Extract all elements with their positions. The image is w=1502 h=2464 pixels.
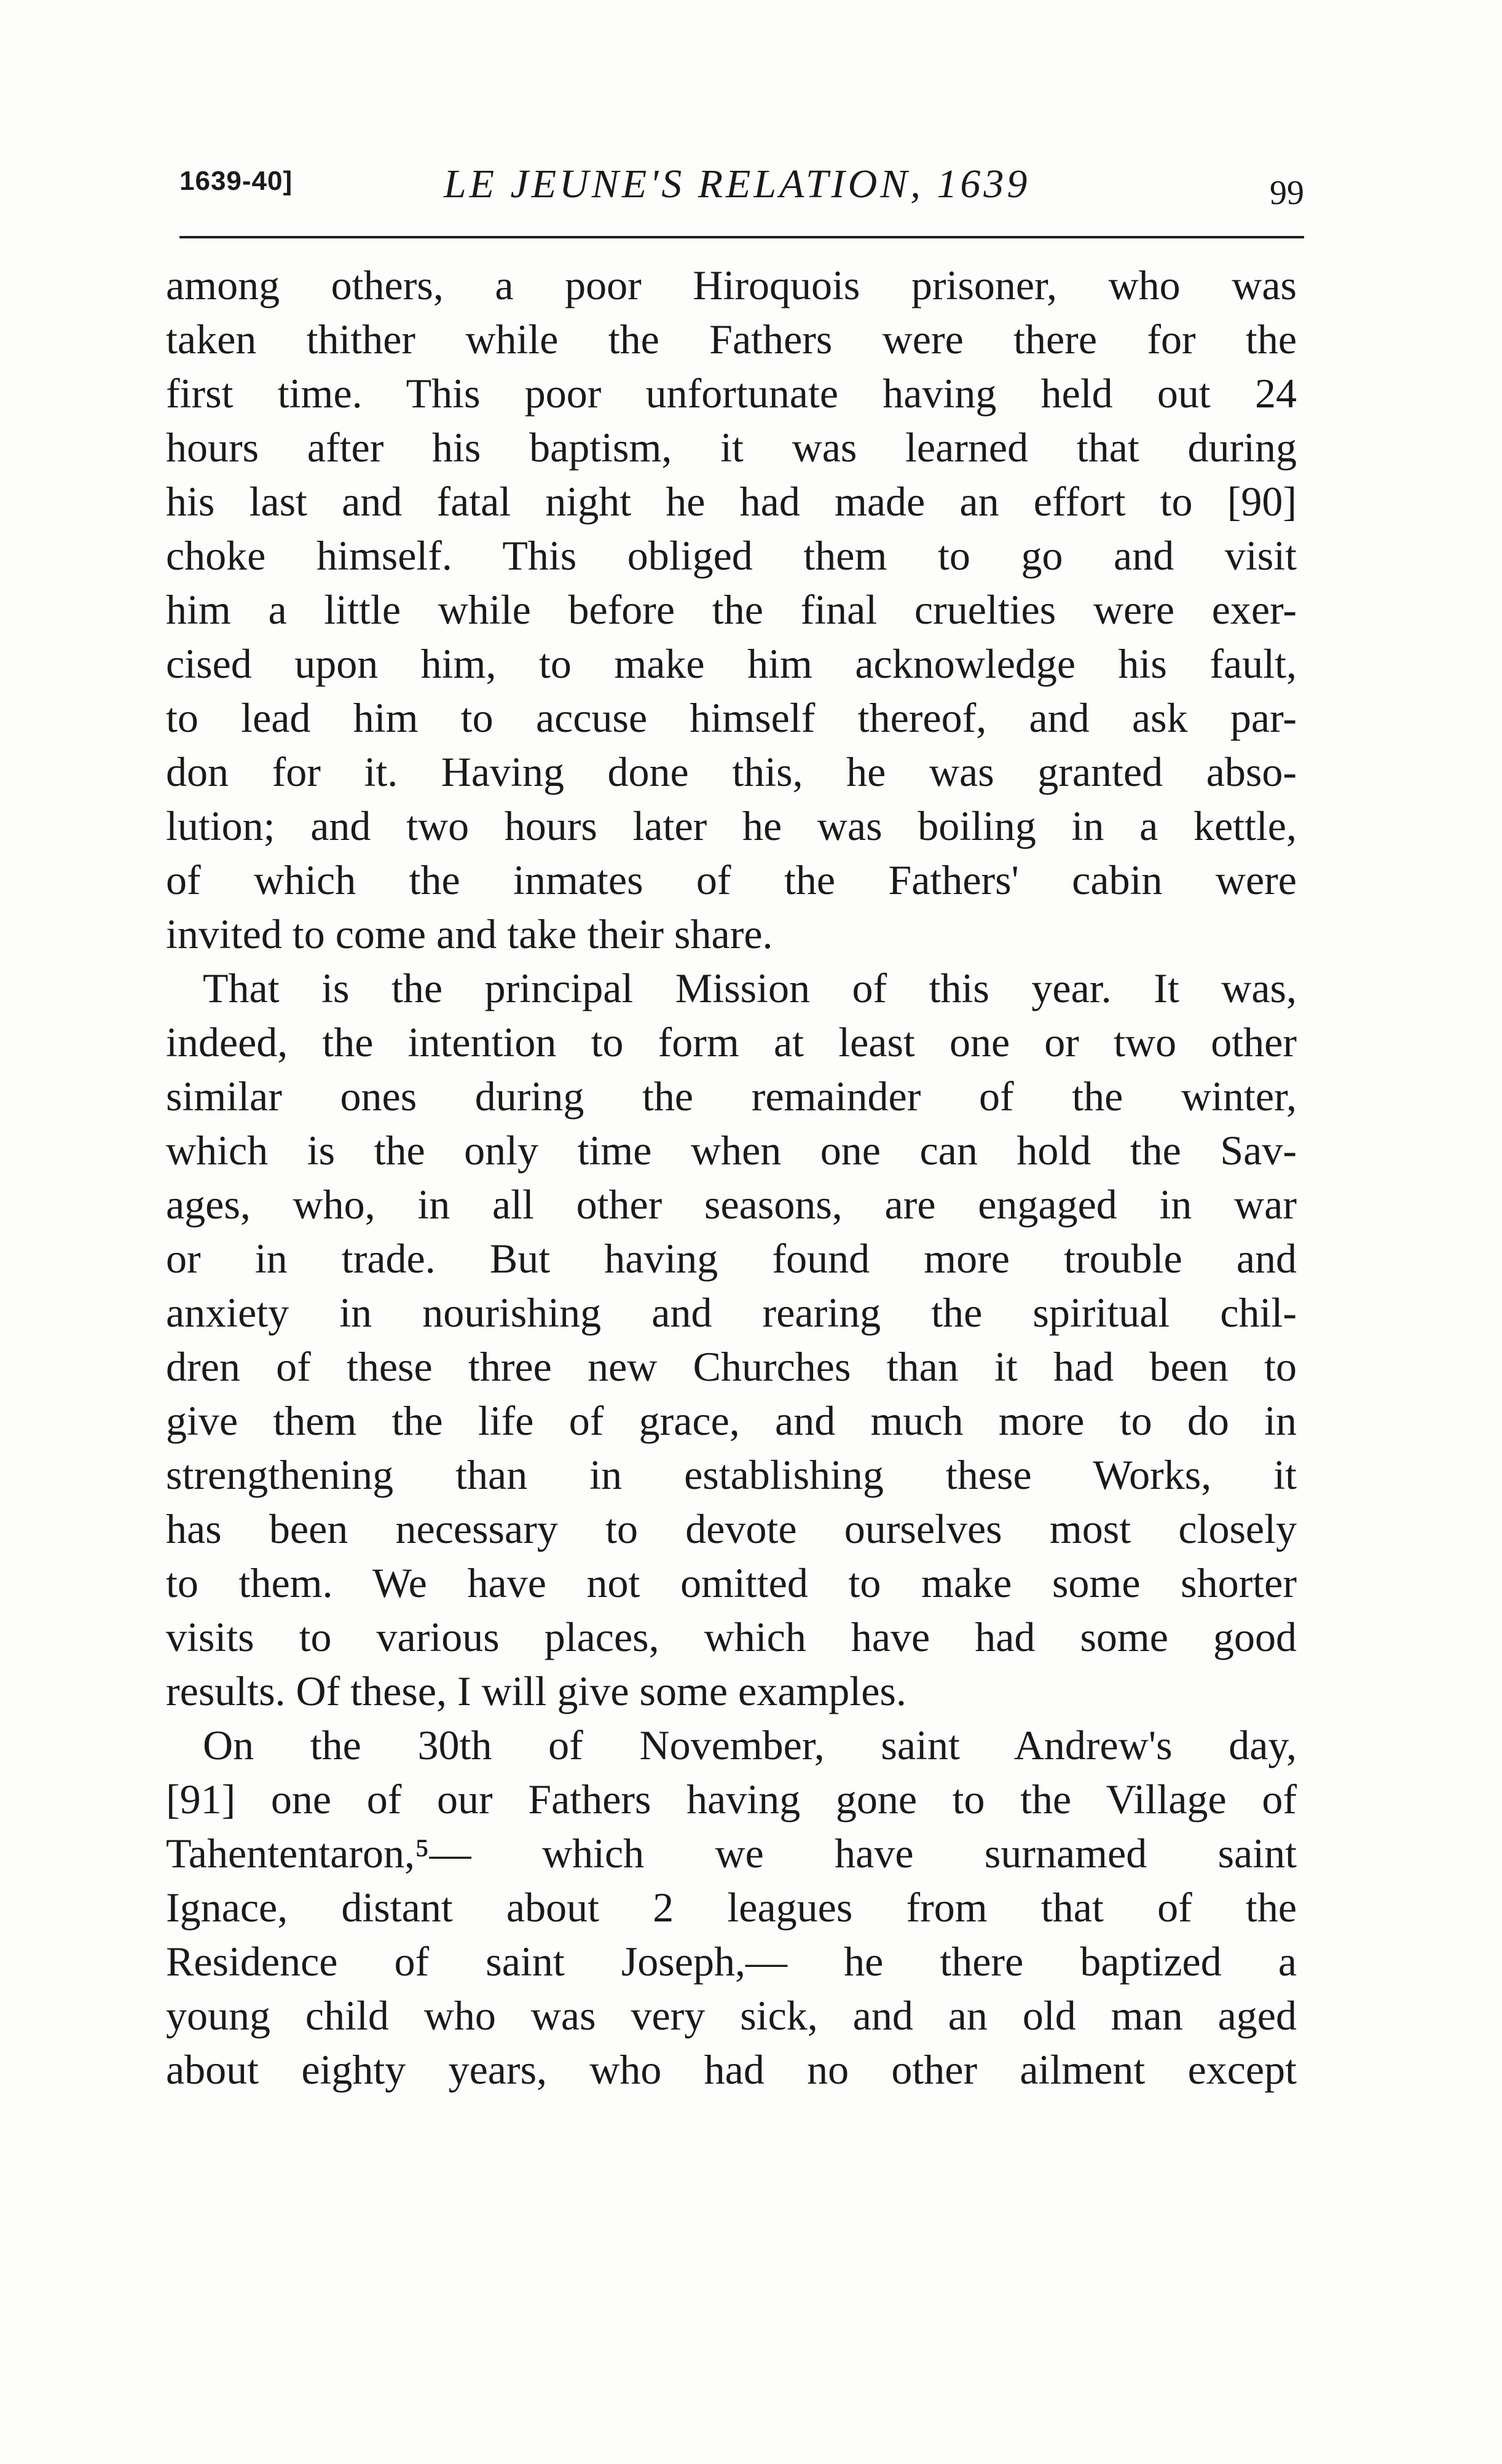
text-line: lution; and two hours later he was boiling in a kettle, [166,802,1297,849]
text-line: him a little while before the final cruelties were exer- [166,586,1297,633]
text-line: which is the only time when one can hold the Sav- [166,1127,1297,1174]
running-head-years: 1639-40] [179,166,293,196]
text-line: about eighty years, who had no other ailment except [166,2046,1297,2093]
text-line: first time. This poor unfortunate having held out 24 [166,370,1297,417]
text-line: visits to various places, which have had some good [166,1614,1297,1660]
text-line: [91] one of our Fathers having gone to the Village of [166,1776,1297,1822]
text-line: give them the life of grace, and much more to do in [166,1397,1297,1444]
text-line: choke himself. This obliged them to go and visit [166,532,1297,579]
text-line: to them. We have not omitted to make some shorter [166,1560,1297,1606]
text-line: strengthening than in establishing these Works, it [166,1451,1297,1498]
paragraph-start-line: On the 30th of November, saint Andrew's day, [203,1722,1297,1768]
text-line: cised upon him, to make him acknowledge his fault, [166,640,1297,687]
text-line: Tahententaron,⁵— which we have surnamed saint [166,1830,1297,1877]
page-number: 99 [1270,174,1304,212]
text-line: don for it. Having done this, he was granted abso- [166,748,1297,795]
text-line: his last and fatal night he had made an effort to [90] [166,478,1297,525]
body-text [166,258,1297,2097]
text-line: anxiety in nourishing and rearing the spiritual chil- [166,1289,1297,1336]
text-line: among others, a poor Hiroquois prisoner, who was [166,262,1297,308]
text-line: Residence of saint Joseph,— he there baptized a [166,1938,1297,1985]
text-line: or in trade. But having found more trouble and [166,1235,1297,1282]
text-line: hours after his baptism, it was learned that during [166,424,1297,471]
text-line: to lead him to accuse himself thereof, and ask par- [166,694,1297,741]
text-line: ages, who, in all other seasons, are engaged in war [166,1181,1297,1228]
running-head-title: LE JEUNE'S RELATION, 1639 [444,162,1031,206]
text-line: invited to come and take their share. [166,911,773,957]
paragraph-start-line: That is the principal Mission of this year. It was, [203,965,1297,1011]
text-line: indeed, the intention to form at least one or two other [166,1019,1297,1065]
running-head [179,161,1304,222]
text-line: has been necessary to devote ourselves most closely [166,1505,1297,1552]
text-line: similar ones during the remainder of the winter, [166,1073,1297,1120]
header-rule [179,236,1304,238]
text-line: of which the inmates of the Fathers' cabin were [166,857,1297,903]
text-line: dren of these three new Churches than it had been to [166,1343,1297,1390]
text-line: taken thither while the Fathers were there for the [166,316,1297,363]
text-line: young child who was very sick, and an old man aged [166,1992,1297,2039]
text-line: results. Of these, I will give some examples. [166,1668,906,1714]
text-line: Ignace, distant about 2 leagues from that of the [166,1884,1297,1931]
